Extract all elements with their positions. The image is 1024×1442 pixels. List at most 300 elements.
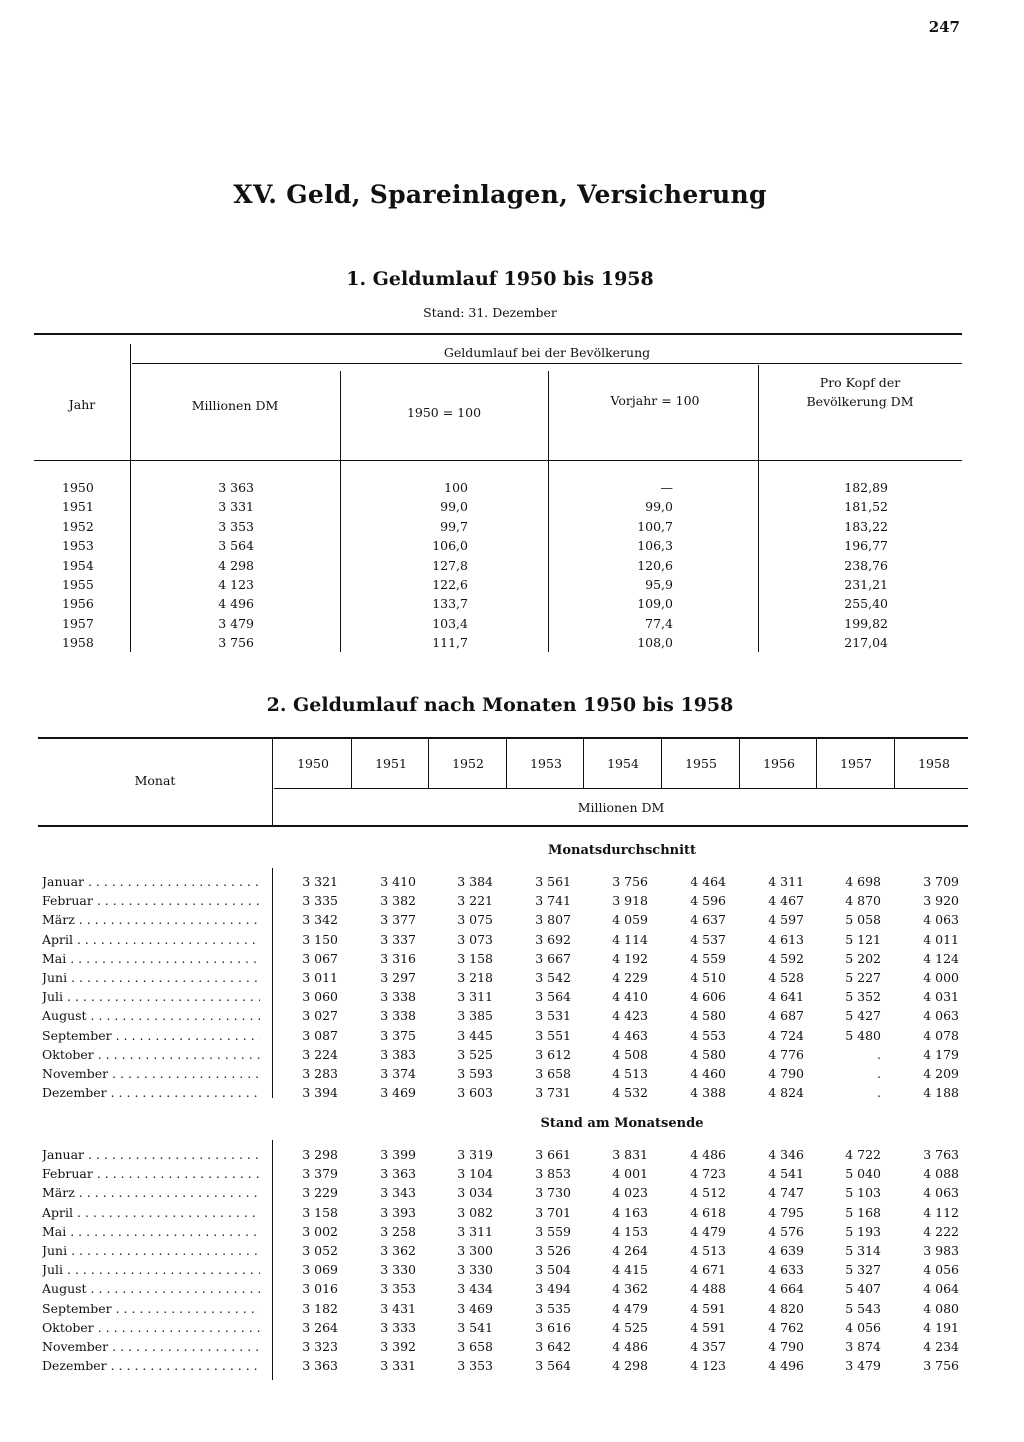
month-label: April [42, 1205, 73, 1220]
month-row-label [42, 1185, 260, 1200]
value-cell: 3 756 [923, 1358, 959, 1373]
year-cell: 1954 [62, 558, 94, 573]
value-cell: 3 709 [923, 874, 959, 889]
index-cell: 127,8 [432, 558, 468, 573]
value-cell: 3 393 [380, 1205, 416, 1220]
millions-cell: 4 298 [218, 558, 254, 573]
value-cell: 3 379 [302, 1166, 338, 1181]
value-cell: 3 920 [923, 893, 959, 908]
value-cell: 4 596 [690, 893, 726, 908]
millions-cell: 3 353 [218, 519, 254, 534]
month-row-label [42, 1243, 260, 1258]
month-label: August [42, 1008, 87, 1023]
value-cell: 4 179 [923, 1047, 959, 1062]
year-header: 1958 [918, 756, 950, 771]
year-header: 1950 [297, 756, 329, 771]
table2-divider [272, 868, 273, 1098]
month-label: März [42, 1185, 75, 1200]
value-cell: 4 824 [768, 1085, 804, 1100]
value-cell: 4 415 [612, 1262, 648, 1277]
value-cell: 3 073 [457, 932, 493, 947]
month-label: August [42, 1281, 87, 1296]
value-cell: 3 337 [380, 932, 416, 947]
value-cell: 3 158 [302, 1205, 338, 1220]
month-row-label [42, 1066, 260, 1081]
value-cell: 4 580 [690, 1008, 726, 1023]
value-cell: 4 188 [923, 1085, 959, 1100]
value-cell: 4 722 [845, 1147, 881, 1162]
value-cell: 4 410 [612, 989, 648, 1004]
month-row-label [42, 951, 260, 966]
value-cell: 3 504 [535, 1262, 571, 1277]
value-cell: 3 394 [302, 1085, 338, 1100]
month-label: Januar [42, 874, 84, 889]
value-cell: 4 820 [768, 1301, 804, 1316]
value-cell: 4 064 [923, 1281, 959, 1296]
value-cell: 5 427 [845, 1008, 881, 1023]
value-cell: 5 327 [845, 1262, 881, 1277]
year-header: 1956 [763, 756, 795, 771]
table1-divider [548, 371, 549, 652]
value-cell: 3 807 [535, 912, 571, 927]
value-cell: 4 464 [690, 874, 726, 889]
value-cell: 3 300 [457, 1243, 493, 1258]
percap-cell: 183,22 [844, 519, 888, 534]
table2-top-rule [38, 737, 968, 739]
chapter-title: XV. Geld, Spareinlagen, Versicherung [233, 180, 767, 209]
month-row-label [42, 1166, 260, 1181]
month-row-label [42, 1147, 260, 1162]
value-cell: 4 229 [612, 970, 648, 985]
table2-divider [272, 1140, 273, 1380]
value-cell: 4 031 [923, 989, 959, 1004]
value-cell: 3 069 [302, 1262, 338, 1277]
value-cell: 5 202 [845, 951, 881, 966]
value-cell: 5 352 [845, 989, 881, 1004]
value-cell: 4 513 [690, 1243, 726, 1258]
value-cell: 4 357 [690, 1339, 726, 1354]
month-label: Juni [42, 1243, 68, 1258]
value-cell: 4 059 [612, 912, 648, 927]
month-label: November [42, 1339, 109, 1354]
value-cell: 4 496 [768, 1358, 804, 1373]
percap-cell: 231,21 [844, 577, 888, 592]
value-cell: 3 218 [457, 970, 493, 985]
value-cell: 3 323 [302, 1339, 338, 1354]
month-row-label [42, 970, 260, 985]
value-cell: 5 121 [845, 932, 881, 947]
table1-top-rule [34, 333, 962, 335]
month-row-label [42, 1320, 260, 1335]
value-cell: 4 264 [612, 1243, 648, 1258]
month-label: April [42, 932, 73, 947]
value-cell: 4 163 [612, 1205, 648, 1220]
millions-cell: 4 496 [218, 596, 254, 611]
value-cell: 3 182 [302, 1301, 338, 1316]
month-row-label [42, 989, 260, 1004]
value-cell: 4 541 [768, 1166, 804, 1181]
value-cell: 4 063 [923, 912, 959, 927]
month-row-label [42, 1224, 260, 1239]
value-cell: 3 374 [380, 1066, 416, 1081]
value-cell: 3 535 [535, 1301, 571, 1316]
col-header-per-capita: Pro Kopf der Bevölkerung DM [806, 375, 914, 409]
value-cell: 3 311 [457, 989, 493, 1004]
value-cell: 4 671 [690, 1262, 726, 1277]
value-cell: 3 526 [535, 1243, 571, 1258]
block-title: Stand am Monatsende [540, 1116, 704, 1131]
index-cell: 99,0 [440, 499, 468, 514]
value-cell: 3 297 [380, 970, 416, 985]
millions-cell: 3 363 [218, 480, 254, 495]
value-cell: 3 363 [380, 1166, 416, 1181]
value-cell: 4 698 [845, 874, 881, 889]
page-number: 247 [928, 18, 960, 36]
value-cell: 3 298 [302, 1147, 338, 1162]
value-cell: 3 087 [302, 1028, 338, 1043]
month-label: Juli [42, 989, 64, 1004]
value-cell: 3 383 [380, 1047, 416, 1062]
value-cell: 4 613 [768, 932, 804, 947]
table2-year-rule [274, 788, 968, 789]
value-cell: 3 642 [535, 1339, 571, 1354]
value-cell: 3 335 [302, 893, 338, 908]
value-cell: 4 114 [612, 932, 648, 947]
value-cell: 5 193 [845, 1224, 881, 1239]
month-label: Mai [42, 1224, 67, 1239]
value-cell: 4 460 [690, 1066, 726, 1081]
millions-cell: 3 564 [218, 538, 254, 553]
value-cell: 3 479 [845, 1358, 881, 1373]
year-divider [351, 737, 352, 788]
prev-cell: 109,0 [637, 596, 673, 611]
value-cell: 3 060 [302, 989, 338, 1004]
value-cell: 4 537 [690, 932, 726, 947]
value-cell: 3 224 [302, 1047, 338, 1062]
month-row-label [42, 1205, 260, 1220]
col-header-index-1950: 1950 = 100 [406, 405, 482, 420]
col-header-prev-year: Vorjahr = 100 [610, 393, 700, 408]
value-cell: 3 052 [302, 1243, 338, 1258]
year-divider [739, 737, 740, 788]
millions-cell: 4 123 [218, 577, 254, 592]
month-label: März [42, 912, 75, 927]
value-cell: 4 467 [768, 893, 804, 908]
year-cell: 1953 [62, 538, 94, 553]
value-cell: 3 731 [535, 1085, 571, 1100]
value-cell: 3 319 [457, 1147, 493, 1162]
table2-title: 2. Geldumlauf nach Monaten 1950 bis 1958 [266, 694, 734, 716]
value-cell: 4 790 [768, 1339, 804, 1354]
percap-cell: 217,04 [844, 635, 888, 650]
value-cell: 4 591 [690, 1301, 726, 1316]
value-cell: 3 221 [457, 893, 493, 908]
index-cell: 103,4 [432, 616, 468, 631]
year-header: 1952 [452, 756, 484, 771]
value-cell: 4 486 [690, 1147, 726, 1162]
month-row-label [42, 1301, 260, 1316]
prev-cell: 77,4 [645, 616, 673, 631]
month-label: Oktober [42, 1047, 94, 1062]
year-cell: 1952 [62, 519, 94, 534]
value-cell: 4 639 [768, 1243, 804, 1258]
value-cell: 4 508 [612, 1047, 648, 1062]
unit-header: Millionen DM [577, 800, 665, 815]
month-label: November [42, 1066, 109, 1081]
value-cell: 4 528 [768, 970, 804, 985]
value-cell: 3 002 [302, 1224, 338, 1239]
value-cell: 3 741 [535, 893, 571, 908]
month-label: Dezember [42, 1085, 107, 1100]
value-cell: 4 723 [690, 1166, 726, 1181]
value-cell: 4 346 [768, 1147, 804, 1162]
value-cell: 3 158 [457, 951, 493, 966]
value-cell: 4 618 [690, 1205, 726, 1220]
percap-cell: 199,82 [844, 616, 888, 631]
value-cell: 4 191 [923, 1320, 959, 1335]
value-cell: 4 606 [690, 989, 726, 1004]
value-cell: 3 229 [302, 1185, 338, 1200]
value-cell: 4 056 [923, 1262, 959, 1277]
value-cell: 5 058 [845, 912, 881, 927]
value-cell: 3 559 [535, 1224, 571, 1239]
prev-cell: 99,0 [645, 499, 673, 514]
value-cell: 4 591 [690, 1320, 726, 1335]
year-cell: 1958 [62, 635, 94, 650]
value-cell: 4 559 [690, 951, 726, 966]
year-divider [894, 737, 895, 788]
prev-cell: — [660, 480, 673, 495]
prev-cell: 106,3 [637, 538, 673, 553]
percap-cell: 182,89 [844, 480, 888, 495]
value-cell: . [877, 1047, 881, 1062]
value-cell: 3 258 [380, 1224, 416, 1239]
year-cell: 1951 [62, 499, 94, 514]
value-cell: 3 264 [302, 1320, 338, 1335]
millions-cell: 3 331 [218, 499, 254, 514]
month-row-label [42, 1281, 260, 1296]
value-cell: 4 592 [768, 951, 804, 966]
value-cell: 3 763 [923, 1147, 959, 1162]
value-cell: 4 479 [690, 1224, 726, 1239]
value-cell: 3 338 [380, 1008, 416, 1023]
millions-cell: 3 756 [218, 635, 254, 650]
value-cell: 4 080 [923, 1301, 959, 1316]
value-cell: 5 227 [845, 970, 881, 985]
value-cell: 3 531 [535, 1008, 571, 1023]
value-cell: 4 234 [923, 1339, 959, 1354]
month-row-label [42, 932, 260, 947]
table1-subtitle: Stand: 31. Dezember [423, 305, 557, 320]
value-cell: 3 564 [535, 989, 571, 1004]
value-cell: 4 790 [768, 1066, 804, 1081]
year-divider [816, 737, 817, 788]
value-cell: 4 023 [612, 1185, 648, 1200]
value-cell: 3 692 [535, 932, 571, 947]
month-row-label [42, 1028, 260, 1043]
value-cell: 4 580 [690, 1047, 726, 1062]
value-cell: 3 330 [380, 1262, 416, 1277]
group-header: Geldumlauf bei der Bevölkerung [443, 345, 651, 360]
year-divider [583, 737, 584, 788]
month-row-label [42, 912, 260, 927]
value-cell: 3 469 [457, 1301, 493, 1316]
value-cell: 3 831 [612, 1147, 648, 1162]
index-cell: 106,0 [432, 538, 468, 553]
month-row-label [42, 874, 260, 889]
value-cell: 3 525 [457, 1047, 493, 1062]
value-cell: 3 392 [380, 1339, 416, 1354]
value-cell: 3 075 [457, 912, 493, 927]
year-header: 1957 [840, 756, 872, 771]
value-cell: 3 612 [535, 1047, 571, 1062]
value-cell: 3 434 [457, 1281, 493, 1296]
value-cell: 3 016 [302, 1281, 338, 1296]
value-cell: 3 353 [457, 1358, 493, 1373]
value-cell: 4 311 [768, 874, 804, 889]
value-cell: 4 001 [612, 1166, 648, 1181]
value-cell: 3 874 [845, 1339, 881, 1354]
value-cell: 4 597 [768, 912, 804, 927]
value-cell: 3 311 [457, 1224, 493, 1239]
value-cell: . [877, 1066, 881, 1081]
year-cell: 1956 [62, 596, 94, 611]
col-header-year: Jahr [68, 397, 96, 412]
value-cell: 4 063 [923, 1185, 959, 1200]
value-cell: 4 056 [845, 1320, 881, 1335]
value-cell: 4 532 [612, 1085, 648, 1100]
year-header: 1955 [685, 756, 717, 771]
value-cell: 4 576 [768, 1224, 804, 1239]
prev-cell: 95,9 [645, 577, 673, 592]
value-cell: 4 000 [923, 970, 959, 985]
value-cell: 3 918 [612, 893, 648, 908]
value-cell: 4 633 [768, 1262, 804, 1277]
month-row-label [42, 1008, 260, 1023]
value-cell: 3 469 [380, 1085, 416, 1100]
value-cell: 4 209 [923, 1066, 959, 1081]
month-row-label [42, 893, 260, 908]
index-cell: 122,6 [432, 577, 468, 592]
value-cell: 3 701 [535, 1205, 571, 1220]
month-label: September [42, 1301, 112, 1316]
month-label: Juli [42, 1262, 64, 1277]
value-cell: 3 011 [302, 970, 338, 985]
value-cell: 4 388 [690, 1085, 726, 1100]
prev-cell: 108,0 [637, 635, 673, 650]
value-cell: 5 480 [845, 1028, 881, 1043]
value-cell: 4 687 [768, 1008, 804, 1023]
value-cell: 3 331 [380, 1358, 416, 1373]
prev-cell: 120,6 [637, 558, 673, 573]
value-cell: 4 423 [612, 1008, 648, 1023]
value-cell: 4 362 [612, 1281, 648, 1296]
value-cell: 4 510 [690, 970, 726, 985]
value-cell: 3 445 [457, 1028, 493, 1043]
value-cell: 4 124 [923, 951, 959, 966]
value-cell: 3 658 [535, 1066, 571, 1081]
value-cell: 3 756 [612, 874, 648, 889]
month-label: Mai [42, 951, 67, 966]
value-cell: 4 063 [923, 1008, 959, 1023]
value-cell: 4 488 [690, 1281, 726, 1296]
value-cell: 3 853 [535, 1166, 571, 1181]
table1-title: 1. Geldumlauf 1950 bis 1958 [346, 268, 654, 290]
value-cell: 4 192 [612, 951, 648, 966]
month-row-label [42, 1262, 260, 1277]
index-cell: 133,7 [432, 596, 468, 611]
value-cell: 3 104 [457, 1166, 493, 1181]
value-cell: 3 362 [380, 1243, 416, 1258]
value-cell: 3 384 [457, 874, 493, 889]
value-cell: 4 078 [923, 1028, 959, 1043]
value-cell: 4 153 [612, 1224, 648, 1239]
millions-cell: 3 479 [218, 616, 254, 631]
value-cell: 4 222 [923, 1224, 959, 1239]
value-cell: 3 983 [923, 1243, 959, 1258]
percap-cell: 238,76 [844, 558, 888, 573]
year-cell: 1955 [62, 577, 94, 592]
year-divider [506, 737, 507, 788]
prev-cell: 100,7 [637, 519, 673, 534]
value-cell: 4 513 [612, 1066, 648, 1081]
value-cell: 3 316 [380, 951, 416, 966]
value-cell: 3 150 [302, 932, 338, 947]
value-cell: 3 541 [457, 1320, 493, 1335]
value-cell: 4 479 [612, 1301, 648, 1316]
table1-group-rule [132, 363, 962, 364]
percap-cell: 181,52 [844, 499, 888, 514]
table1-divider [758, 365, 759, 652]
index-cell: 111,7 [432, 635, 468, 650]
value-cell: 4 088 [923, 1166, 959, 1181]
month-label: Februar [42, 893, 93, 908]
month-label: Januar [42, 1147, 84, 1162]
value-cell: 3 667 [535, 951, 571, 966]
value-cell: 4 641 [768, 989, 804, 1004]
table1-header-rule [34, 460, 962, 461]
year-divider [661, 737, 662, 788]
value-cell: 3 363 [302, 1358, 338, 1373]
value-cell: 4 637 [690, 912, 726, 927]
value-cell: 3 494 [535, 1281, 571, 1296]
value-cell: 5 103 [845, 1185, 881, 1200]
value-cell: 3 027 [302, 1008, 338, 1023]
value-cell: 4 724 [768, 1028, 804, 1043]
value-cell: 3 730 [535, 1185, 571, 1200]
year-header: 1953 [530, 756, 562, 771]
value-cell: 4 525 [612, 1320, 648, 1335]
month-label: September [42, 1028, 112, 1043]
value-cell: . [877, 1085, 881, 1100]
value-cell: 3 342 [302, 912, 338, 927]
col-header-month: Monat [134, 773, 176, 788]
table1-divider [130, 344, 131, 652]
value-cell: 3 330 [457, 1262, 493, 1277]
value-cell: 3 561 [535, 874, 571, 889]
year-cell: 1957 [62, 616, 94, 631]
table2-divider [272, 737, 273, 825]
year-cell: 1950 [62, 480, 94, 495]
value-cell: 3 333 [380, 1320, 416, 1335]
value-cell: 3 431 [380, 1301, 416, 1316]
value-cell: 3 377 [380, 912, 416, 927]
month-row-label [42, 1047, 260, 1062]
index-cell: 99,7 [440, 519, 468, 534]
month-label: Oktober [42, 1320, 94, 1335]
value-cell: 3 382 [380, 893, 416, 908]
month-label: Juni [42, 970, 68, 985]
